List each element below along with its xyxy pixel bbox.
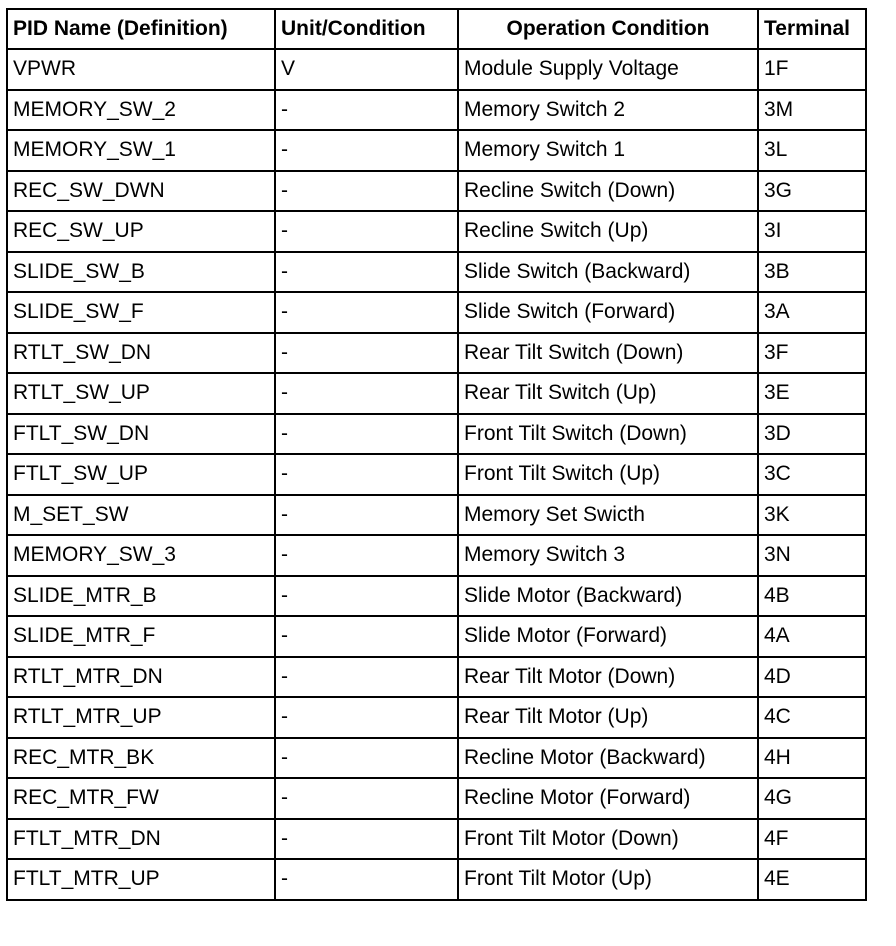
- cell-pid-name: RTLT_MTR_UP: [7, 697, 275, 738]
- cell-unit-condition: -: [275, 859, 458, 900]
- cell-terminal: 3L: [758, 130, 866, 171]
- cell-operation-condition: Memory Switch 3: [458, 535, 758, 576]
- cell-pid-name: RTLT_SW_UP: [7, 373, 275, 414]
- cell-pid-name: FTLT_SW_UP: [7, 454, 275, 495]
- cell-operation-condition: Recline Switch (Down): [458, 171, 758, 212]
- table-row: [7, 373, 866, 414]
- header-row: [7, 9, 866, 49]
- table-row: [7, 90, 866, 131]
- cell-operation-condition: Front Tilt Motor (Up): [458, 859, 758, 900]
- cell-pid-name: FTLT_MTR_UP: [7, 859, 275, 900]
- table-row: [7, 576, 866, 617]
- cell-pid-name: SLIDE_MTR_F: [7, 616, 275, 657]
- cell-pid-name: REC_SW_UP: [7, 211, 275, 252]
- cell-terminal: 3G: [758, 171, 866, 212]
- cell-unit-condition: -: [275, 778, 458, 819]
- cell-pid-name: MEMORY_SW_2: [7, 90, 275, 131]
- table-row: [7, 859, 866, 900]
- cell-terminal: 4H: [758, 738, 866, 779]
- cell-pid-name: REC_MTR_BK: [7, 738, 275, 779]
- cell-unit-condition: V: [275, 49, 458, 90]
- table-row: [7, 616, 866, 657]
- cell-pid-name: REC_MTR_FW: [7, 778, 275, 819]
- cell-operation-condition: Recline Motor (Forward): [458, 778, 758, 819]
- cell-pid-name: SLIDE_SW_F: [7, 292, 275, 333]
- cell-operation-condition: Slide Motor (Backward): [458, 576, 758, 617]
- cell-unit-condition: -: [275, 252, 458, 293]
- cell-unit-condition: -: [275, 495, 458, 536]
- table-row: [7, 171, 866, 212]
- cell-terminal: 4G: [758, 778, 866, 819]
- header-operation-condition: Operation Condition: [458, 9, 758, 49]
- cell-operation-condition: Slide Switch (Backward): [458, 252, 758, 293]
- cell-operation-condition: Memory Switch 2: [458, 90, 758, 131]
- cell-operation-condition: Rear Tilt Switch (Up): [458, 373, 758, 414]
- table-row: [7, 454, 866, 495]
- table-body: [7, 49, 866, 900]
- cell-terminal: 1F: [758, 49, 866, 90]
- cell-unit-condition: -: [275, 130, 458, 171]
- cell-operation-condition: Slide Switch (Forward): [458, 292, 758, 333]
- cell-operation-condition: Rear Tilt Switch (Down): [458, 333, 758, 374]
- cell-terminal: 3N: [758, 535, 866, 576]
- cell-unit-condition: -: [275, 211, 458, 252]
- cell-operation-condition: Recline Motor (Backward): [458, 738, 758, 779]
- cell-unit-condition: -: [275, 333, 458, 374]
- table-row: [7, 130, 866, 171]
- cell-unit-condition: -: [275, 697, 458, 738]
- cell-unit-condition: -: [275, 292, 458, 333]
- cell-unit-condition: -: [275, 90, 458, 131]
- cell-terminal: 4E: [758, 859, 866, 900]
- cell-operation-condition: Rear Tilt Motor (Down): [458, 657, 758, 698]
- header-pid-name: PID Name (Definition): [7, 9, 275, 49]
- cell-pid-name: REC_SW_DWN: [7, 171, 275, 212]
- cell-unit-condition: -: [275, 576, 458, 617]
- table-row: [7, 252, 866, 293]
- cell-operation-condition: Slide Motor (Forward): [458, 616, 758, 657]
- table-row: [7, 697, 866, 738]
- cell-pid-name: M_SET_SW: [7, 495, 275, 536]
- cell-operation-condition: Front Tilt Switch (Down): [458, 414, 758, 455]
- cell-pid-name: VPWR: [7, 49, 275, 90]
- cell-terminal: 4F: [758, 819, 866, 860]
- table-row: [7, 495, 866, 536]
- cell-pid-name: MEMORY_SW_1: [7, 130, 275, 171]
- cell-terminal: 4D: [758, 657, 866, 698]
- cell-operation-condition: Recline Switch (Up): [458, 211, 758, 252]
- cell-pid-name: FTLT_MTR_DN: [7, 819, 275, 860]
- cell-operation-condition: Rear Tilt Motor (Up): [458, 697, 758, 738]
- cell-terminal: 3C: [758, 454, 866, 495]
- cell-terminal: 3K: [758, 495, 866, 536]
- cell-unit-condition: -: [275, 819, 458, 860]
- cell-terminal: 3F: [758, 333, 866, 374]
- header-unit-condition: Unit/Condition: [275, 9, 458, 49]
- cell-terminal: 3B: [758, 252, 866, 293]
- table-row: [7, 49, 866, 90]
- cell-pid-name: SLIDE_MTR_B: [7, 576, 275, 617]
- cell-terminal: 3D: [758, 414, 866, 455]
- cell-operation-condition: Memory Switch 1: [458, 130, 758, 171]
- cell-pid-name: MEMORY_SW_3: [7, 535, 275, 576]
- cell-unit-condition: -: [275, 535, 458, 576]
- cell-terminal: 3M: [758, 90, 866, 131]
- table-row: [7, 738, 866, 779]
- cell-terminal: 4C: [758, 697, 866, 738]
- cell-pid-name: RTLT_SW_DN: [7, 333, 275, 374]
- cell-unit-condition: -: [275, 738, 458, 779]
- cell-pid-name: RTLT_MTR_DN: [7, 657, 275, 698]
- table-row: [7, 211, 866, 252]
- cell-terminal: 3E: [758, 373, 866, 414]
- header-terminal: Terminal: [758, 9, 866, 49]
- cell-unit-condition: -: [275, 171, 458, 212]
- cell-pid-name: SLIDE_SW_B: [7, 252, 275, 293]
- table-row: [7, 414, 866, 455]
- cell-terminal: 4A: [758, 616, 866, 657]
- table-row: [7, 819, 866, 860]
- cell-terminal: 3I: [758, 211, 866, 252]
- cell-unit-condition: -: [275, 454, 458, 495]
- table-row: [7, 333, 866, 374]
- cell-unit-condition: -: [275, 414, 458, 455]
- cell-unit-condition: -: [275, 616, 458, 657]
- cell-operation-condition: Memory Set Swicth: [458, 495, 758, 536]
- table-row: [7, 535, 866, 576]
- cell-operation-condition: Module Supply Voltage: [458, 49, 758, 90]
- cell-terminal: 3A: [758, 292, 866, 333]
- cell-unit-condition: -: [275, 657, 458, 698]
- pid-table: [6, 8, 867, 901]
- cell-operation-condition: Front Tilt Motor (Down): [458, 819, 758, 860]
- cell-operation-condition: Front Tilt Switch (Up): [458, 454, 758, 495]
- cell-unit-condition: -: [275, 373, 458, 414]
- cell-terminal: 4B: [758, 576, 866, 617]
- table-row: [7, 292, 866, 333]
- table-row: [7, 778, 866, 819]
- table-row: [7, 657, 866, 698]
- cell-pid-name: FTLT_SW_DN: [7, 414, 275, 455]
